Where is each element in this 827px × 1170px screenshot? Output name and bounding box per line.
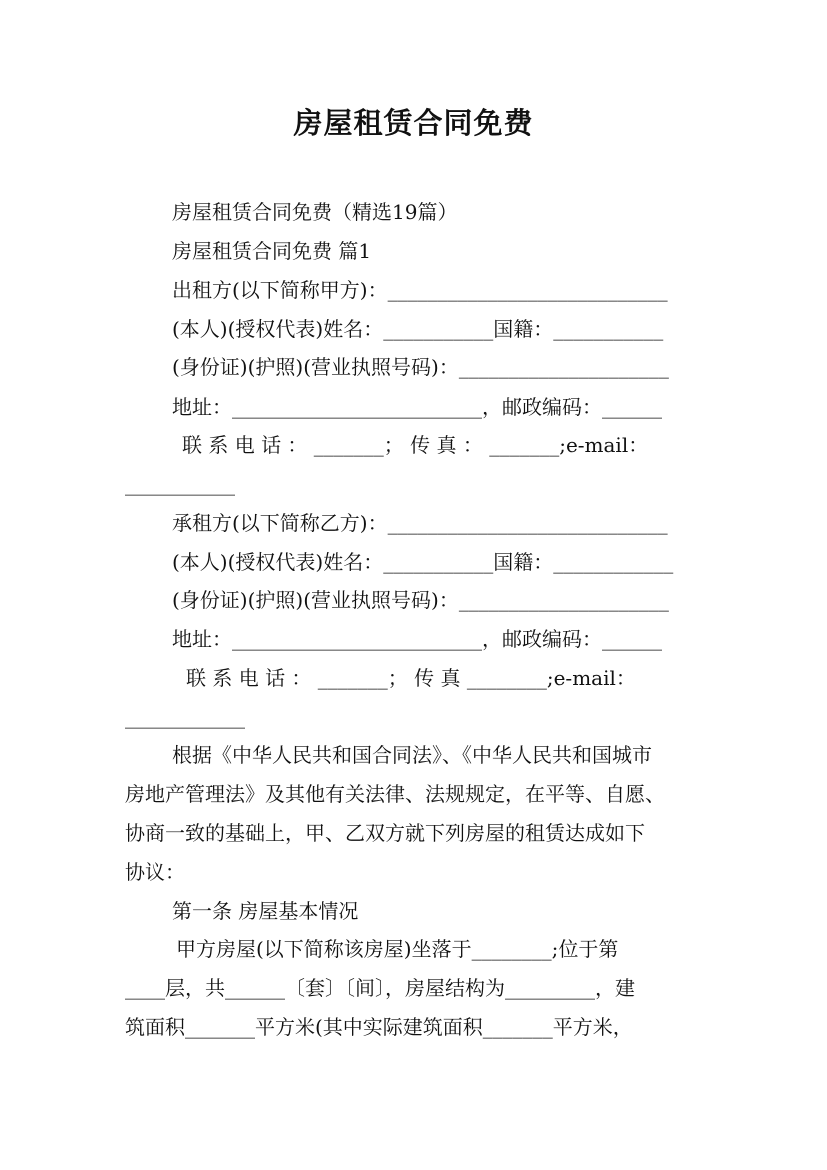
subtitle-line: 房屋租赁合同免费（精选19篇） (172, 200, 458, 224)
lessee-address-line: 地址：_________________________，邮政编码：______ (172, 627, 662, 651)
body-paragraph-line: 协商一致的基础上，甲、乙双方就下列房屋的租赁达成如下 (125, 821, 645, 845)
article-heading: 第一条 房屋基本情况 (172, 899, 359, 923)
article-text-line: ____层，共______〔套〕〔间〕，房屋结构为_________，建 (125, 976, 635, 1000)
lessee-name-line: (本人)(授权代表)姓名：___________国籍：____________ (172, 550, 674, 574)
article-text-line: 筑面积_______平方米(其中实际建筑面积_______平方米， (125, 1015, 633, 1039)
article-text-line: 甲方房屋(以下简称该房屋)坐落于________;位于第 (176, 937, 619, 961)
document-title: 房屋租赁合同免费 (293, 106, 534, 140)
body-paragraph-line: 根据《中华人民共和国合同法》、《中华人民共和国城市 (172, 743, 652, 767)
lessor-line: 出租方(以下简称甲方)：____________________________ (172, 278, 668, 302)
body-paragraph-line: 协议： (125, 860, 185, 884)
section-heading: 房屋租赁合同免费 篇1 (172, 239, 372, 263)
lessor-contact-line: 联 系 电 话 ： _______； 传 真 ： _______;e-mail： (182, 433, 649, 457)
lessor-name-line: (本人)(授权代表)姓名：___________国籍：___________ (172, 317, 664, 341)
lessor-id-line: (身份证)(护照)(营业执照号码)：_____________________ (172, 355, 669, 379)
body-paragraph-line: 房地产管理法》及其他有关法律、法规规定，在平等、自愿、 (125, 782, 665, 806)
lessor-address-line: 地址：_________________________，邮政编码：______ (172, 395, 662, 419)
lessee-email-blank: ____________ (125, 705, 245, 729)
lessee-line: 承租方(以下简称乙方)：____________________________ (172, 511, 668, 535)
lessee-contact-line: 联 系 电 话 ： _______； 传 真 ________;e-mail： (186, 666, 636, 690)
lessee-id-line: (身份证)(护照)(营业执照号码)：_____________________ (172, 588, 669, 612)
lessor-email-blank: ___________ (125, 472, 235, 496)
